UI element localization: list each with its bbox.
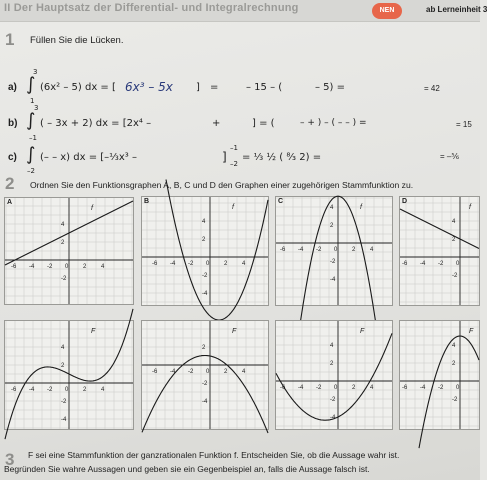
x-tick-label: 2: [224, 369, 228, 375]
x-tick-label: 2: [352, 247, 356, 253]
x-tick-label: -4: [29, 387, 35, 393]
y-tick-label: 2: [202, 345, 206, 351]
y-tick-label: 2: [61, 363, 65, 369]
x-tick-label: -2: [47, 387, 53, 393]
lerneinheit-label: ab Lerneinheit 3: [426, 5, 487, 14]
result-b: = 15: [456, 120, 472, 129]
y-tick-label: 4: [330, 343, 334, 349]
y-tick-label: -2: [330, 397, 336, 403]
y-tick-label: 2: [61, 240, 65, 246]
x-tick-label: 4: [242, 369, 246, 375]
task-a-label: a): [8, 82, 17, 93]
curve-label: F: [360, 328, 365, 335]
x-tick-label: 2: [352, 385, 356, 391]
chapter-badge: NEN: [372, 3, 402, 19]
function-curve: [142, 356, 268, 434]
x-tick-label: -6: [280, 385, 286, 391]
graph-stammfunktion-4: [399, 320, 480, 430]
upper-limit-a: 3: [33, 68, 38, 76]
exercise-2-number: 2: [5, 174, 15, 193]
curve-label: F: [232, 328, 237, 335]
handwritten-antiderivative-a: 6x³ – 5x: [125, 80, 173, 94]
integral-sign-c: ∫: [26, 144, 36, 165]
curve-label: f: [469, 204, 471, 211]
y-tick-label: -2: [61, 399, 67, 405]
x-tick-label: -6: [152, 369, 158, 375]
x-tick-label: 0: [334, 385, 338, 391]
middle-a: – 15 – (: [246, 82, 283, 93]
bracket-close-c: ]: [222, 150, 227, 164]
task-b-label: b): [8, 118, 18, 129]
exercise-3-number: 3: [5, 450, 15, 469]
y-tick-label: 2: [330, 223, 334, 229]
graph-label: A: [7, 199, 13, 206]
bracket-close-a: ]: [196, 82, 200, 93]
x-tick-label: 4: [370, 247, 374, 253]
x-tick-label: -2: [316, 247, 322, 253]
rest-b: – + ) – ( – – ) =: [300, 118, 367, 128]
x-tick-label: 4: [101, 387, 105, 393]
expr-c: (– – x) dx = [–⅓x³ –: [40, 152, 137, 163]
exercise-1-instruction: Füllen Sie die Lücken.: [30, 35, 124, 46]
y-tick-label: 2: [452, 237, 456, 243]
curve-label: f: [232, 204, 234, 211]
curve-label: f: [360, 204, 362, 211]
equals-a: =: [210, 82, 219, 93]
y-tick-label: 4: [61, 222, 65, 228]
function-curve: [166, 180, 268, 321]
result-c: = –⅚: [440, 152, 460, 161]
curve-label: f: [91, 205, 93, 212]
function-curve: [419, 336, 479, 448]
expr-b: ( – 3x + 2) dx = [2x⁴ –: [40, 118, 152, 129]
x-tick-label: -4: [170, 261, 176, 267]
x-tick-label: 4: [370, 385, 374, 391]
graph-stammfunktion-2: [141, 320, 269, 430]
graph-b: [141, 196, 269, 306]
graph-d: [399, 196, 480, 306]
page-header: [0, 0, 487, 22]
upper-limit-b: 3: [34, 104, 39, 112]
curve-label: F: [469, 328, 474, 335]
graph-stammfunktion-3: [275, 320, 393, 430]
y-tick-label: 2: [330, 361, 334, 367]
y-tick-label: -2: [452, 273, 458, 279]
graph-label: C: [278, 198, 284, 205]
lower-limit-c: –2: [27, 167, 35, 175]
graph-label: D: [402, 198, 408, 205]
x-tick-label: -2: [438, 261, 444, 267]
x-tick-label: -6: [402, 385, 408, 391]
x-tick-label: 2: [224, 261, 228, 267]
y-tick-label: -4: [330, 415, 336, 421]
x-tick-label: -2: [47, 264, 53, 270]
coordinate-system: [400, 197, 479, 305]
x-tick-label: 2: [83, 387, 87, 393]
rest-c: = ⅓ ½ ( ⁸⁄₃ 2) =: [242, 152, 322, 163]
x-tick-label: -4: [420, 261, 426, 267]
y-tick-label: -4: [330, 277, 336, 283]
chapter-title: II Der Hauptsatz der Differential- und Integralrechnung: [4, 2, 299, 14]
y-tick-label: 4: [202, 219, 206, 225]
expr-a: (6x² – 5) dx = [: [40, 82, 116, 93]
x-tick-label: 0: [65, 387, 69, 393]
x-tick-label: -6: [280, 247, 286, 253]
y-tick-label: -2: [202, 381, 208, 387]
coordinate-system: [142, 321, 268, 429]
y-tick-label: 4: [452, 219, 456, 225]
lower-limit-b: –1: [29, 134, 37, 142]
x-tick-label: 0: [334, 247, 338, 253]
middle2-a: – 5) =: [315, 82, 345, 93]
curve-label: F: [91, 328, 96, 335]
coordinate-system: [5, 321, 133, 429]
task-c-label: c): [8, 152, 17, 163]
x-tick-label: -4: [420, 385, 426, 391]
x-tick-label: -4: [170, 369, 176, 375]
eval-lower-c: –2: [230, 160, 238, 168]
x-tick-label: -6: [11, 387, 17, 393]
coordinate-system: [400, 321, 479, 429]
x-tick-label: -6: [152, 261, 158, 267]
x-tick-label: 4: [101, 264, 105, 270]
x-tick-label: -2: [316, 385, 322, 391]
y-tick-label: -2: [330, 259, 336, 265]
exercise-3-line2: Begründen Sie wahre Aussagen und geben sie ein Gegenbeispiel an, falls die Aussage falsch ist.: [4, 464, 370, 474]
eval-upper-c: –1: [230, 144, 238, 152]
lower-limit-a: 1: [30, 97, 35, 105]
bracket-close-b: ] = (: [252, 118, 275, 129]
x-tick-label: 0: [206, 369, 210, 375]
x-tick-label: 0: [65, 264, 69, 270]
exercise-2-instruction: Ordnen Sie den Funktionsgraphen A, B, C und D den Graphen einer zugehörigen Stammfunktion zu.: [30, 180, 414, 190]
y-tick-label: -4: [61, 417, 67, 423]
y-tick-label: 4: [330, 205, 334, 211]
x-tick-label: -4: [298, 385, 304, 391]
integral-sign-b: ∫: [26, 110, 36, 131]
integral-sign-a: ∫: [26, 74, 36, 95]
x-tick-label: 0: [456, 261, 460, 267]
x-tick-label: 0: [456, 385, 460, 391]
plus-b: +: [212, 118, 221, 129]
y-tick-label: -2: [202, 273, 208, 279]
y-tick-label: -4: [202, 399, 208, 405]
graph-label: B: [144, 198, 150, 205]
y-tick-label: 2: [452, 361, 456, 367]
y-tick-label: 2: [202, 237, 206, 243]
x-tick-label: -6: [402, 261, 408, 267]
graph-a: [4, 197, 134, 305]
x-tick-label: -2: [188, 369, 194, 375]
graph-c: [275, 196, 393, 306]
coordinate-system: [142, 197, 268, 305]
x-tick-label: 0: [206, 261, 210, 267]
y-tick-label: -2: [452, 397, 458, 403]
x-tick-label: -2: [188, 261, 194, 267]
function-curve: [276, 333, 392, 420]
coordinate-system: [276, 321, 392, 429]
y-tick-label: 4: [452, 343, 456, 349]
coordinate-system: [5, 198, 133, 304]
result-a: = 42: [424, 84, 440, 93]
function-curve: [400, 209, 479, 249]
x-tick-label: -4: [29, 264, 35, 270]
x-tick-label: -6: [11, 264, 17, 270]
graph-stammfunktion-1: [4, 320, 134, 430]
x-tick-label: -2: [438, 385, 444, 391]
exercise-1-number: 1: [5, 30, 15, 49]
coordinate-system: [276, 197, 392, 305]
x-tick-label: 2: [83, 264, 87, 270]
y-tick-label: 4: [61, 345, 65, 351]
y-tick-label: -4: [202, 291, 208, 297]
y-tick-label: -2: [61, 276, 67, 282]
x-tick-label: 4: [242, 261, 246, 267]
exercise-3-line1: F sei eine Stammfunktion der ganzrationalen Funktion f. Entscheiden Sie, ob die Aussage wahr ist.: [28, 450, 400, 460]
x-tick-label: -4: [298, 247, 304, 253]
